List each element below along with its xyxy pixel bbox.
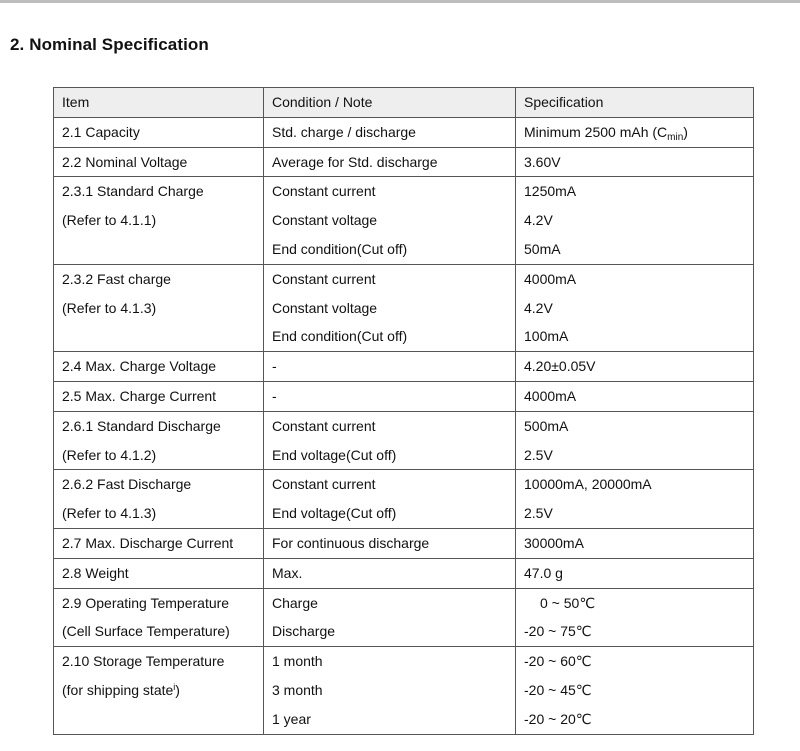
condition-cell — [264, 264, 516, 351]
spec-cell-line: 30000mA — [524, 534, 584, 551]
item-cell-line: (Refer to 4.1.3) — [62, 299, 157, 316]
condition-cell-line: Charge — [272, 594, 318, 611]
item-cell-line: 2.5 Max. Charge Current — [62, 387, 217, 404]
item-cell — [54, 264, 264, 351]
table-row — [54, 558, 754, 588]
item-cell — [54, 411, 264, 470]
item-cell — [54, 647, 264, 734]
table-row — [54, 147, 754, 177]
item-cell — [54, 528, 264, 558]
item-cell-line: 2.6.2 Fast Discharge — [62, 476, 192, 493]
spec-cell — [516, 647, 754, 734]
column-header-condition: Condition / Note — [264, 88, 516, 118]
footnote-marker: i — [173, 681, 176, 692]
condition-cell — [264, 588, 516, 647]
table-row — [54, 528, 754, 558]
item-cell-line: 2.1 Capacity — [62, 123, 140, 140]
condition-cell — [264, 470, 516, 529]
spec-cell — [516, 588, 754, 647]
item-cell-line: 2.8 Weight — [62, 564, 129, 581]
condition-cell-line: End condition(Cut off) — [272, 240, 408, 257]
condition-cell — [264, 381, 516, 411]
spec-cell-line: 47.0 g — [524, 564, 563, 581]
item-cell — [54, 177, 264, 264]
condition-cell — [264, 117, 516, 147]
table-row — [54, 177, 754, 264]
spec-cell-line: -20 ~ 45℃ — [524, 681, 592, 698]
spec-cell — [516, 352, 754, 382]
item-cell-line: 2.10 Storage Temperature — [62, 653, 225, 670]
condition-cell-line: Constant current — [272, 183, 376, 200]
condition-cell — [264, 352, 516, 382]
spec-cell-line: -20 ~ 60℃ — [524, 653, 592, 670]
condition-cell-line: End voltage(Cut off) — [272, 505, 397, 522]
condition-cell-line: Max. — [272, 564, 303, 581]
item-cell-line: (Refer to 4.1.2) — [62, 446, 157, 463]
spec-cell — [516, 528, 754, 558]
table-row — [54, 352, 754, 382]
item-cell — [54, 470, 264, 529]
condition-cell-line: Std. charge / discharge — [272, 123, 416, 140]
table-row — [54, 381, 754, 411]
condition-cell-line: End voltage(Cut off) — [272, 446, 397, 463]
condition-cell-line: Average for Std. discharge — [272, 153, 438, 170]
table-header-row — [54, 88, 754, 118]
item-cell — [54, 147, 264, 177]
spec-cell-line: 3.60V — [524, 153, 561, 170]
spec-cell — [516, 177, 754, 264]
spec-cell-line: 4.2V — [524, 299, 553, 316]
spec-cell-line: 4000mA — [524, 387, 577, 404]
condition-cell-line: Constant current — [272, 417, 376, 434]
condition-cell-line: Constant current — [272, 270, 376, 287]
spec-cell — [516, 117, 754, 147]
condition-cell-line: 1 year — [272, 710, 311, 727]
spec-cell-line: 2.5V — [524, 505, 553, 522]
spec-cell-line: 500mA — [524, 417, 569, 434]
spec-cell-line: 100mA — [524, 328, 569, 345]
condition-cell-line: 3 month — [272, 681, 323, 698]
item-cell — [54, 352, 264, 382]
spec-table — [53, 87, 754, 735]
spec-cell-line: 4000mA — [524, 270, 577, 287]
item-cell-line: (Cell Surface Temperature) — [62, 623, 230, 640]
condition-cell-line: - — [272, 387, 277, 404]
condition-cell — [264, 647, 516, 734]
spec-cell-line: 50mA — [524, 240, 561, 257]
table-row — [54, 264, 754, 351]
column-header-specification: Specification — [516, 88, 754, 118]
item-cell — [54, 381, 264, 411]
table-row — [54, 588, 754, 647]
spec-cell — [516, 147, 754, 177]
item-cell — [54, 588, 264, 647]
spec-cell-line: -20 ~ 75℃ — [524, 623, 592, 640]
spec-cell — [516, 411, 754, 470]
top-divider — [0, 0, 800, 3]
condition-cell-line: Discharge — [272, 623, 336, 640]
column-header-item: Item — [54, 88, 264, 118]
item-cell-line: 2.3.2 Fast charge — [62, 270, 171, 287]
condition-cell-line: 1 month — [272, 653, 323, 670]
item-cell — [54, 558, 264, 588]
condition-cell-line: Constant voltage — [272, 212, 378, 229]
table-row — [54, 470, 754, 529]
item-cell-line: 2.6.1 Standard Discharge — [62, 417, 221, 434]
condition-cell — [264, 558, 516, 588]
spec-cell-line: 2.5V — [524, 446, 553, 463]
spec-cell-line: 4.2V — [524, 212, 553, 229]
table-row — [54, 647, 754, 734]
item-cell-line: (for shipping state$^i$) — [62, 681, 180, 698]
spec-cell-line: -20 ~ 20℃ — [524, 710, 592, 727]
condition-cell — [264, 411, 516, 470]
spec-cell — [516, 470, 754, 529]
item-cell-line: 2.9 Operating Temperature — [62, 594, 230, 611]
condition-cell — [264, 528, 516, 558]
condition-cell-line: - — [272, 358, 277, 375]
condition-cell-line: End condition(Cut off) — [272, 328, 408, 345]
condition-cell — [264, 177, 516, 264]
section-heading: 2. Nominal Specification — [10, 35, 209, 54]
condition-cell — [264, 147, 516, 177]
item-cell-line: (Refer to 4.1.3) — [62, 505, 157, 522]
condition-cell-line: For continuous discharge — [272, 534, 430, 551]
spec-cell-line: 10000mA, 20000mA — [524, 476, 652, 493]
item-cell-line: 2.4 Max. Charge Voltage — [62, 358, 217, 375]
item-cell-line: 2.3.1 Standard Charge — [62, 183, 204, 200]
table-row — [54, 117, 754, 147]
spec-cell-line: 4.20±0.05V — [524, 358, 596, 375]
item-cell-line: 2.2 Nominal Voltage — [62, 153, 188, 170]
spec-cell — [516, 381, 754, 411]
spec-cell — [516, 558, 754, 588]
table-row — [54, 411, 754, 470]
spec-cell-line: 1250mA — [524, 183, 577, 200]
spec-cell — [516, 264, 754, 351]
item-cell — [54, 117, 264, 147]
item-cell-line: (Refer to 4.1.1) — [62, 212, 157, 229]
condition-cell-line: Constant voltage — [272, 299, 378, 316]
spec-cell-line: Minimum 2500 mAh $(C_{min})$ — [524, 123, 688, 143]
condition-cell-line: Constant current — [272, 476, 376, 493]
spec-cell-line: 0 ~ 50℃ — [540, 594, 596, 611]
item-cell-line: 2.7 Max. Discharge Current — [62, 534, 234, 551]
